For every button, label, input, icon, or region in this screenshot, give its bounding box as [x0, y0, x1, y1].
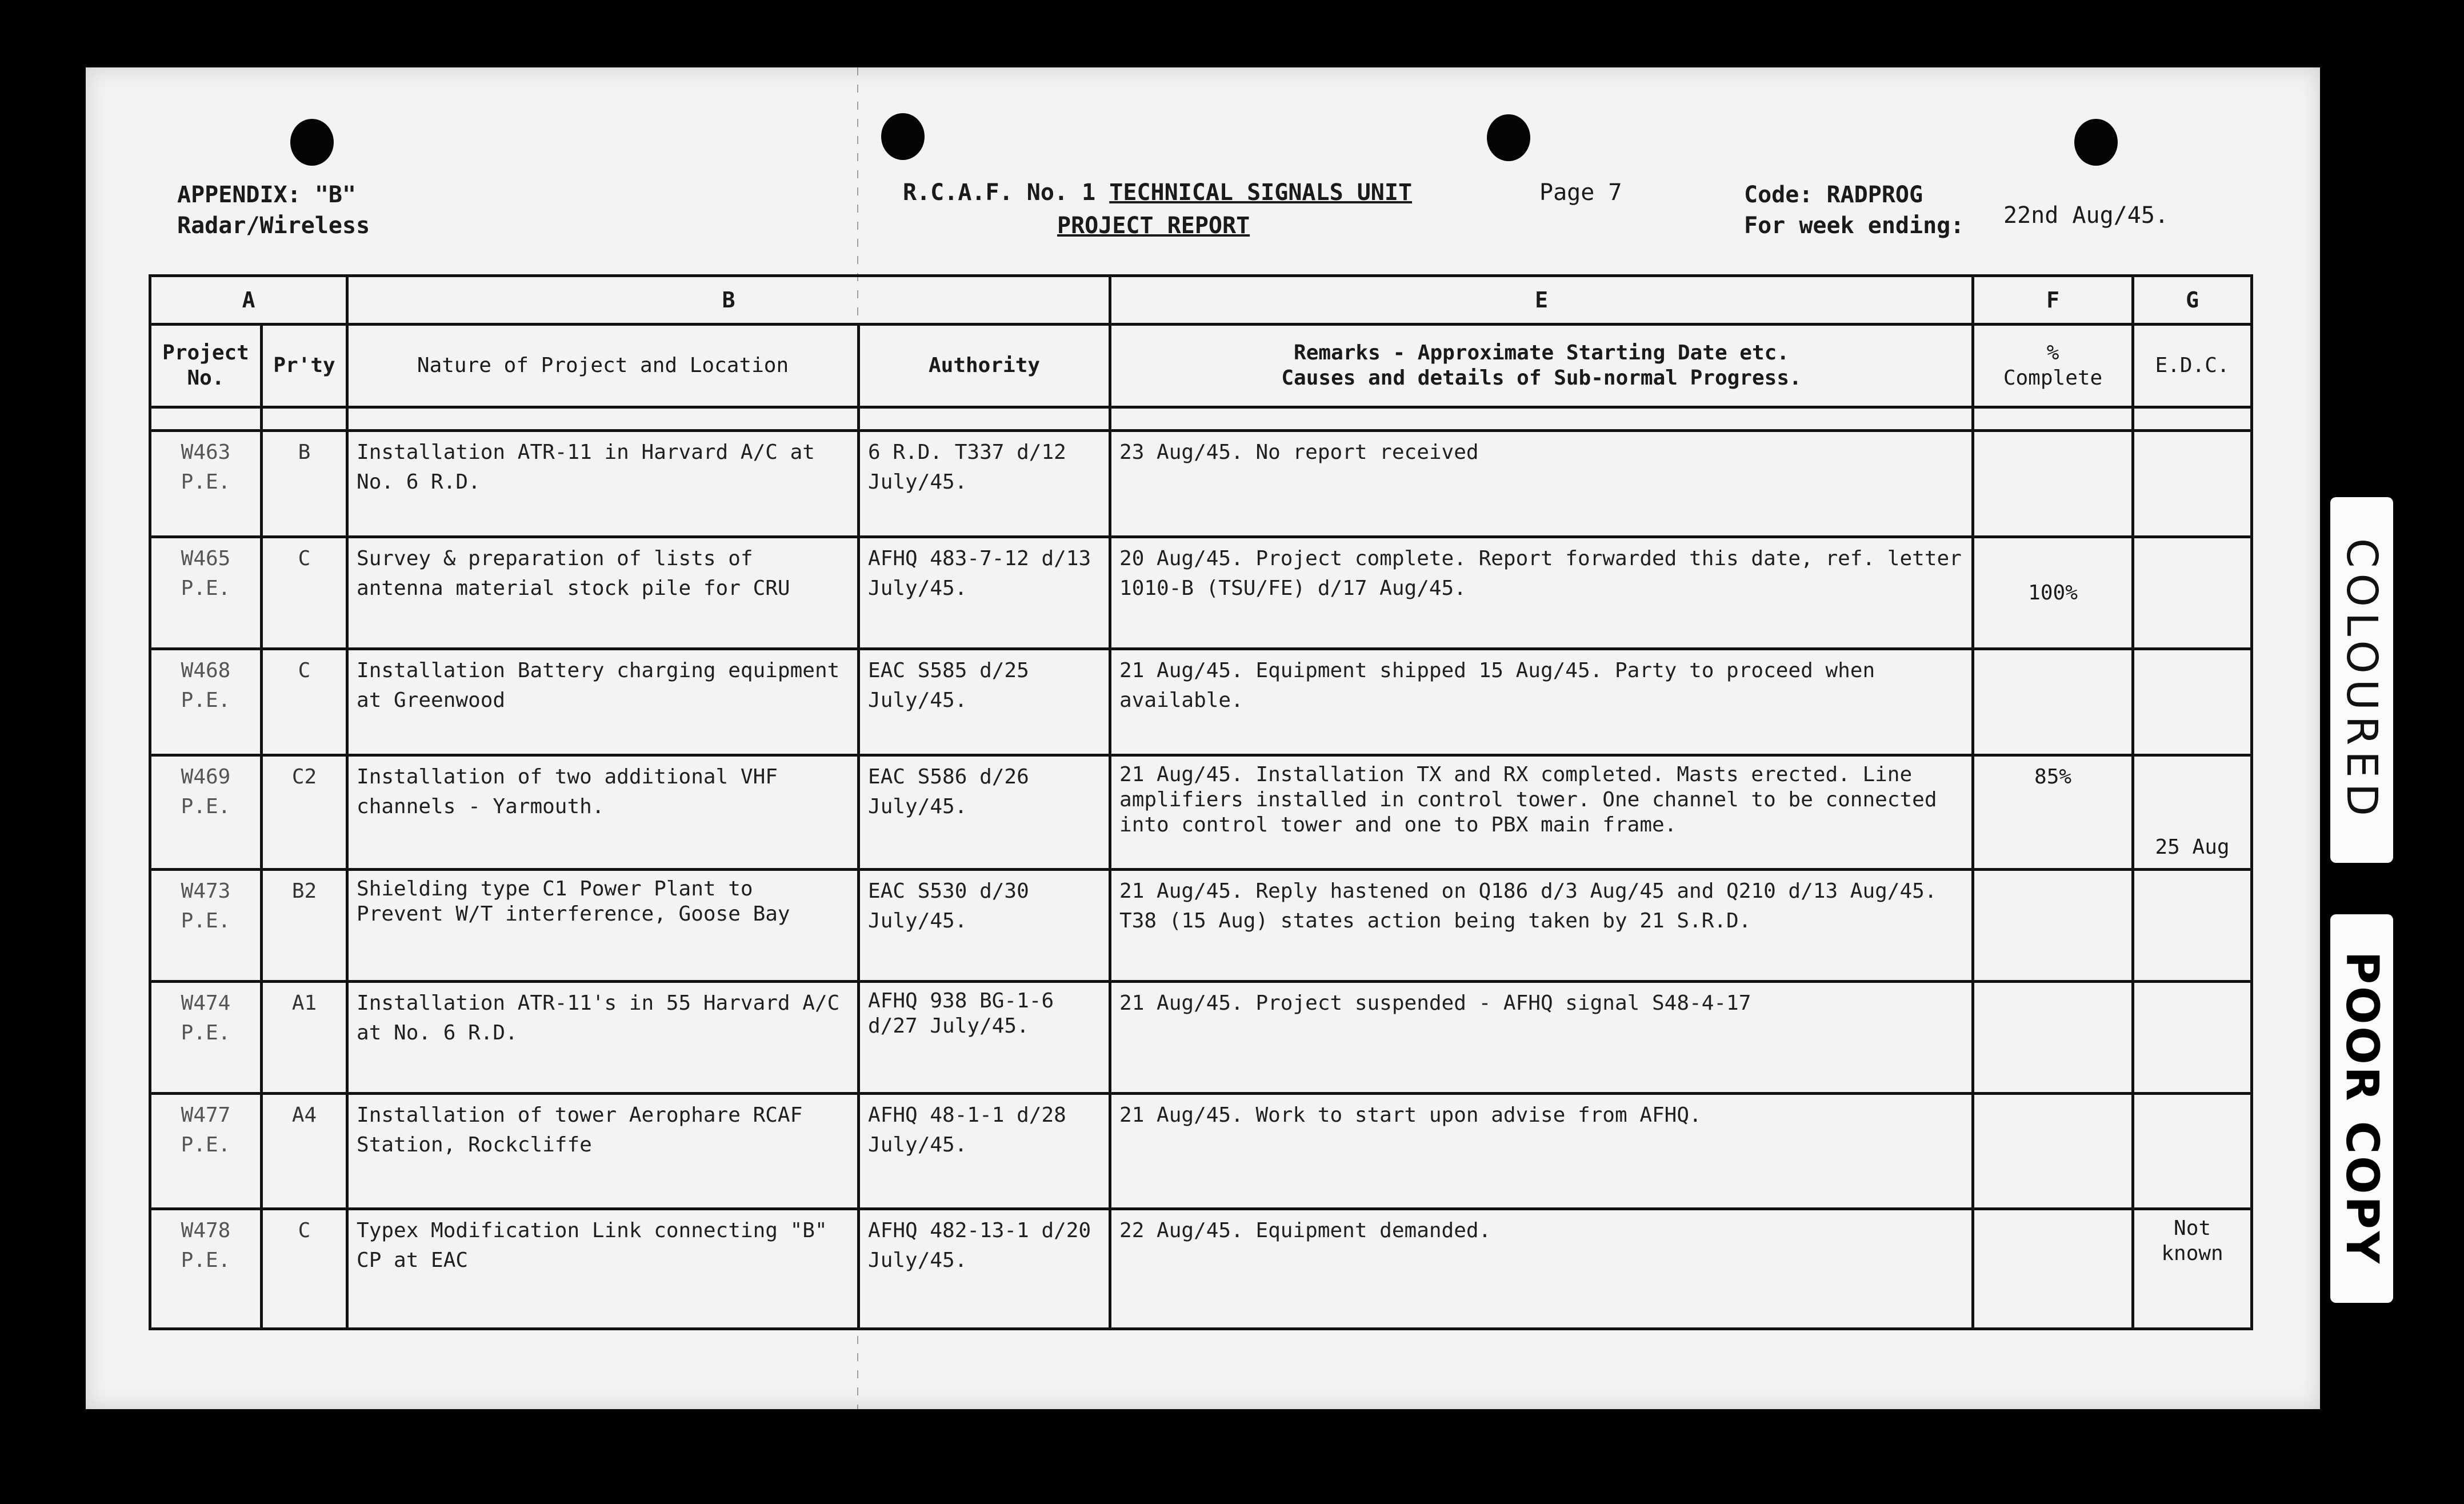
header-complete-symbol: % [2046, 341, 2059, 365]
project-no-cell: W473 P.E. [150, 870, 262, 982]
complete-cell [1973, 649, 2133, 755]
priority-cell: A1 [262, 982, 347, 1094]
edc-cell [2133, 1094, 2252, 1209]
priority-cell: C [262, 649, 347, 755]
authority-cell: AFHQ 48-1-1 d/28 July/45. [859, 1094, 1110, 1209]
project-no-cell: W474 P.E. [150, 982, 262, 1094]
table-row [150, 431, 2252, 537]
table-row [150, 755, 2252, 870]
nature-cell: Installation ATR-11 in Harvard A/C at No. 6 R.D. [347, 431, 859, 537]
table-row [150, 870, 2252, 982]
unit-name: TECHNICAL SIGNALS UNIT [1109, 179, 1413, 206]
header-complete-label: Complete [2003, 366, 2103, 390]
remarks-cell: 23 Aug/45. No report received [1110, 431, 1973, 537]
complete-cell [1973, 431, 2133, 537]
complete-cell [1973, 982, 2133, 1094]
priority-cell: C2 [262, 755, 347, 870]
section-label: Radar/Wireless [177, 213, 370, 239]
remarks-cell: 21 Aug/45. Equipment shipped 15 Aug/45. Party to proceed when available. [1110, 649, 1973, 755]
complete-cell [1973, 870, 2133, 982]
nature-cell: Installation ATR-11's in 55 Harvard A/C at No. 6 R.D. [347, 982, 859, 1094]
table-row [150, 649, 2252, 755]
edc-cell: 25 Aug [2133, 755, 2252, 870]
column-group-b: B [347, 276, 1110, 325]
document-page [86, 67, 2320, 1409]
authority-cell: AFHQ 938 BG-1-6 d/27 July/45. [859, 982, 1110, 1094]
authority-cell: EAC S586 d/26 July/45. [859, 755, 1110, 870]
unit-title [903, 177, 1412, 208]
edc-cell [2133, 982, 2252, 1094]
header-remarks-line2: Causes and details of Sub-normal Progress. [1281, 366, 1802, 390]
table-row [150, 982, 2252, 1094]
column-group-g: G [2133, 276, 2252, 325]
authority-cell: 6 R.D. T337 d/12 July/45. [859, 431, 1110, 537]
nature-cell: Typex Modification Link connecting "B" CP at EAC [347, 1209, 859, 1329]
code-label: Code: RADPROG [1744, 182, 1923, 208]
unit-prefix: R.C.A.F. No. 1 [903, 179, 1096, 206]
remarks-cell: 21 Aug/45. Installation TX and RX completed. Masts erected. Line amplifiers installed in control tower. One channel to be connected into control tower and one to PBX main frame. [1110, 755, 1973, 870]
remarks-cell: 20 Aug/45. Project complete. Report forwarded this date, ref. letter 1010-B (TSU/FE) d/17 Aug/45. [1110, 537, 1973, 649]
week-ending-value: 22nd Aug/45. [2003, 202, 2169, 229]
edc-cell: Not known [2133, 1209, 2252, 1329]
spacer-row [150, 407, 2252, 431]
report-title: PROJECT REPORT [1057, 213, 1250, 239]
project-no-cell: W468 P.E. [150, 649, 262, 755]
project-no-cell: W465 P.E. [150, 537, 262, 649]
priority-cell: C [262, 537, 347, 649]
project-no-cell: W469 P.E. [150, 755, 262, 870]
poor-copy-stamp-text: POOR COPY [2336, 951, 2388, 1266]
page-number: Page 7 [1539, 179, 1622, 206]
table-row [150, 1094, 2252, 1209]
priority-cell: B2 [262, 870, 347, 982]
header-remarks-line1: Remarks - Approximate Starting Date etc. [1294, 341, 1789, 365]
complete-cell: 85% [1973, 755, 2133, 870]
edc-cell [2133, 431, 2252, 537]
coloured-stamp-text: COLOURED [2337, 538, 2387, 822]
edc-cell [2133, 649, 2252, 755]
coloured-stamp [2330, 497, 2393, 863]
complete-cell [1973, 1209, 2133, 1329]
table-row [150, 1209, 2252, 1329]
punch-hole [290, 119, 334, 166]
priority-cell: C [262, 1209, 347, 1329]
column-group-a: A [150, 276, 347, 325]
nature-cell: Shielding type C1 Power Plant to Prevent W/T interference, Goose Bay [347, 870, 859, 982]
header-priority: Pr'ty [262, 325, 347, 407]
header-project-no: Project No. [150, 325, 262, 407]
week-ending-label: For week ending: [1744, 213, 1965, 239]
nature-cell: Survey & preparation of lists of antenna material stock pile for CRU [347, 537, 859, 649]
authority-cell: EAC S530 d/30 July/45. [859, 870, 1110, 982]
header-authority: Authority [859, 325, 1110, 407]
column-group-e: E [1110, 276, 1973, 325]
column-group-f: F [1973, 276, 2133, 325]
project-table [149, 274, 2253, 1330]
authority-cell: EAC S585 d/25 July/45. [859, 649, 1110, 755]
remarks-cell: 21 Aug/45. Reply hastened on Q186 d/3 Aug/45 and Q210 d/13 Aug/45. T38 (15 Aug) states action being taken by 21 S.R.D. [1110, 870, 1973, 982]
header-complete [1973, 325, 2133, 407]
authority-cell: AFHQ 482-13-1 d/20 July/45. [859, 1209, 1110, 1329]
header-edc: E.D.C. [2133, 325, 2252, 407]
priority-cell: A4 [262, 1094, 347, 1209]
project-no-cell: W463 P.E. [150, 431, 262, 537]
edc-cell [2133, 537, 2252, 649]
remarks-cell: 22 Aug/45. Equipment demanded. [1110, 1209, 1973, 1329]
nature-cell: Installation of tower Aerophare RCAF Station, Rockcliffe [347, 1094, 859, 1209]
authority-cell: AFHQ 483-7-12 d/13 July/45. [859, 537, 1110, 649]
edc-cell [2133, 870, 2252, 982]
priority-cell: B [262, 431, 347, 537]
nature-cell: Installation Battery charging equipment at Greenwood [347, 649, 859, 755]
project-no-cell: W477 P.E. [150, 1094, 262, 1209]
punch-hole [881, 113, 925, 160]
project-no-cell: W478 P.E. [150, 1209, 262, 1329]
complete-cell [1973, 1094, 2133, 1209]
punch-hole [2074, 119, 2118, 166]
complete-cell: 100% [1973, 537, 2133, 649]
remarks-cell: 21 Aug/45. Work to start upon advise from AFHQ. [1110, 1094, 1973, 1209]
punch-hole [1487, 114, 1530, 161]
nature-cell: Installation of two additional VHF channels - Yarmouth. [347, 755, 859, 870]
header-remarks [1110, 325, 1973, 407]
appendix-label: APPENDIX: "B" [177, 182, 357, 208]
table-row [150, 537, 2252, 649]
poor-copy-stamp [2330, 914, 2393, 1303]
remarks-cell: 21 Aug/45. Project suspended - AFHQ signal S48-4-17 [1110, 982, 1973, 1094]
header-nature: Nature of Project and Location [347, 325, 859, 407]
